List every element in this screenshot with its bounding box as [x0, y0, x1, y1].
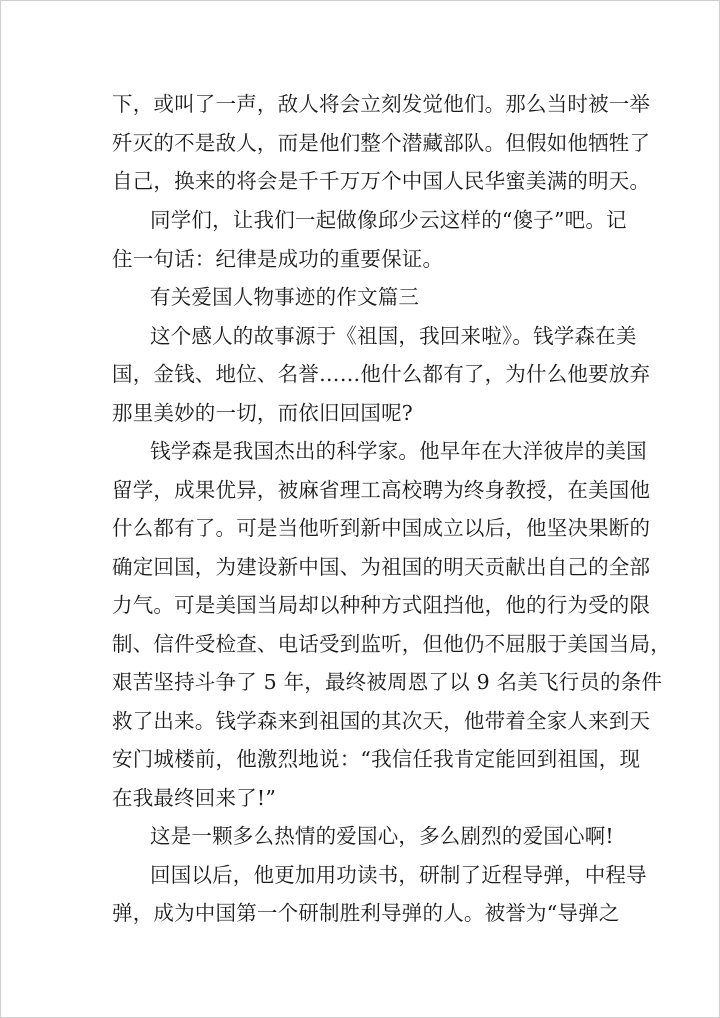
- paragraph-line: 确定回国，为建设新中国、为祖国的明天贡献出自己的全部: [112, 555, 651, 579]
- paragraph-line: 什么都有了。可是当他听到新中国成立以后，他坚决果断的: [112, 516, 651, 540]
- paragraph-line: 救了出来。钱学森来到祖国的其次天，他带着全家人来到天: [112, 709, 651, 733]
- paragraph-line: 住一句话：纪律是成功的重要保证。: [112, 247, 444, 271]
- paragraph-line: 国，金钱、地位、名誉……他什么都有了，为什么他要放弃: [112, 362, 651, 386]
- paragraph-line: 留学，成果优异，被麻省理工高校聘为终身教授，在美国他: [112, 478, 651, 502]
- paragraph-line: 同学们，让我们一起做像邱少云这样的“傻子”吧。记: [150, 208, 627, 232]
- paragraph-line: 下，或叫了一声，敌人将会立刻发觉他们。那么当时被一举: [112, 92, 651, 116]
- paragraph-line: 艰苦坚持斗争了 5 年，最终被周恩了以 9 名美飞行员的条件: [112, 670, 663, 694]
- paragraph-line: 在我最终回来了!”: [112, 786, 277, 810]
- paragraph-line: 那里美妙的一切，而依旧回国呢?: [112, 401, 413, 425]
- paragraph-line: 自己，换来的将会是千千万万个中国人民华蜜美满的明天。: [112, 169, 651, 193]
- paragraph-line: 歼灭的不是敌人，而是他们整个潜藏部队。但假如他牺牲了: [112, 131, 651, 155]
- paragraph-line: 这个感人的故事源于《祖国，我回来啦》。钱学森在美: [150, 324, 637, 348]
- paragraph-line: 弹，成为中国第一个研制胜利导弹的人。被誉为“导弹之: [112, 901, 620, 925]
- paragraph-line: 这是一颗多么热情的爱国心，多么剧烈的爱国心啊!: [150, 824, 614, 848]
- paragraph-line: 安门城楼前，他激烈地说：“我信任我肯定能回到祖国，现: [112, 747, 641, 771]
- paragraph-line: 力气。可是美国当局却以种种方式阻挡他，他的行为受的限: [112, 593, 651, 617]
- section-heading: 有关爱国人物事迹的作文篇三: [150, 285, 420, 309]
- paragraph-line: 制、信件受检查、电话受到监听，但他仍不屈服于美国当局，: [112, 632, 671, 656]
- paragraph-line: 回国以后，他更加用功读书，研制了近程导弹，中程导: [150, 863, 647, 887]
- paragraph-line: 钱学森是我国杰出的科学家。他早年在大洋彼岸的美国: [150, 439, 647, 463]
